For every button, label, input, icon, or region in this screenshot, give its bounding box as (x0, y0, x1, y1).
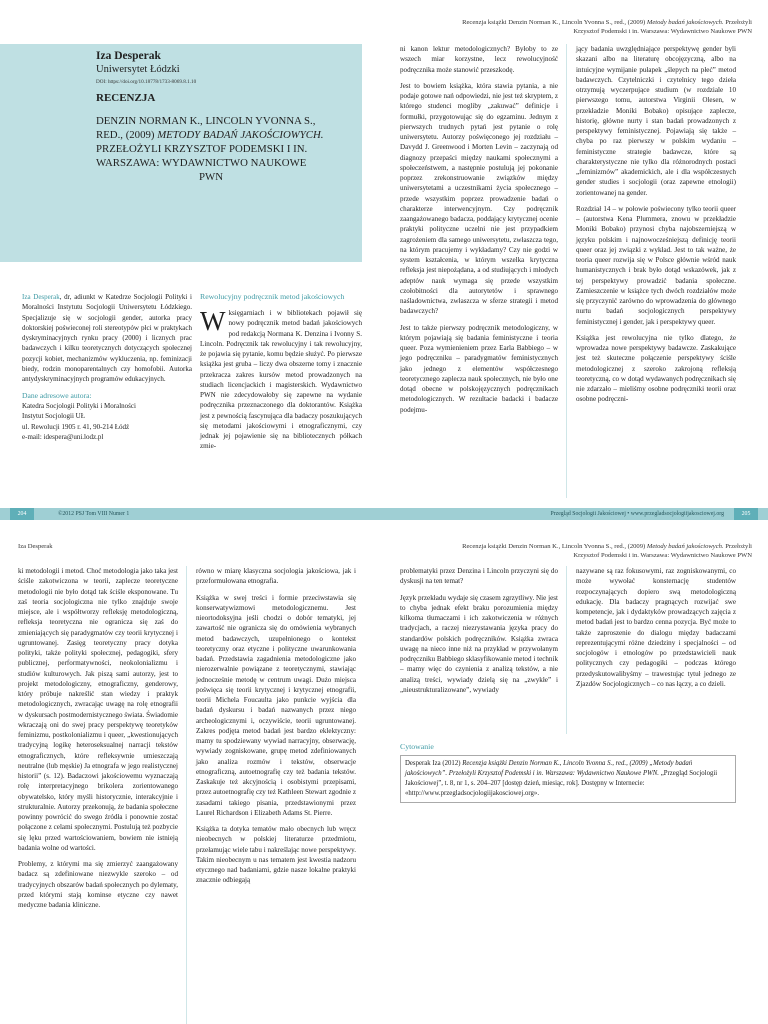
column-2 (576, 44, 736, 411)
paragraph: ki metodologii i metod. Choć metodologia jako taka jest ściśle zakotwiczona w teorii, zaplecze teoretyczne metodologii nie było dotąd tak ściśle eksponowane. Tu zaś teoria socjologiczna nie tylko znajduje swoje miejsce, ale i współtworzy refleksję metodologiczną, refleksja teoretyczna nie ogranicza się zaś do zmieniających się paradygmatów czy teorii krytycznej i ugruntowanej. Zasięg teoretyczny pracy dotyka polityki, także polityki społecznej, pedagogiki, sfery publicznej, performatywności, neokolonializmu i studiów kulturowych. Jak piszą sami autorzy, jest to projekt metodologiczny, etnograficzny, genderowy, który próbuje nakreślić stan wiedzy i praktyk metodologicznych, zwracając uwagę na rolę etnografii w dyskursach postmodernistycznego świata. Świadomie wkraczają oni do swej pracy perspektywę teoretyków feminizmu, postkolonializmu i queer, „kwestionujących tradycyjną logikę heteroseksualnej narracji tekstów etnograficznych, które refleksywnie umieszczają neutralne (lub męskie) Ja etnografa w jego realistycznej historii” (s. 12). Badaczowi jakościowemu wyznaczają rolę interpretacyjnego brikolera zorientowanego obywatelsko, który myśli historycznie, interakcyjnie i strukturalnie. Autorzy przekonują, że badania społeczne powinny powrócić do swego źródła i ponownie zostać połączone z celami społecznymi. Postulują też pozbycie się lęku przed wartościowaniem, bowiem nie istnieją badania wolne od wartości. (18, 567, 178, 852)
citation-title: Recenzja książki Denzin Norman K., Lincoln Yvonna S., red., (2009) „Metody badań jakościowych”. Przełożyli Krzysztof Podemski i in. Warszawa: Wydawnictwo Naukowe PWN. (405, 760, 693, 777)
column-1 (18, 566, 178, 916)
page-number-205: 205 (734, 508, 758, 520)
drop-cap: W (200, 306, 226, 336)
paragraph: Książka jest rewolucyjna nie tylko dlatego, że wprowadza nowe perspektywy badawcze. Zaskakujące jest też skuteczne połączenie perspektywy ściśle metodologicznej z szeroko zakrojoną refleksją teoretyczną, co w dotąd wydawanych podręcznikach się nie zdarzało – mieliśmy osobne podręczniki teorii oraz osobne podręczni- (576, 333, 736, 404)
page-205 (384, 0, 768, 522)
citation-source[interactable]: „Przegląd Socjologii Jakościowej”, t. 8, nr 1, s. 204–207 [dostęp dzień, miesiąc, rok]. Dostępny w Internecie: «http://www.przegladsocjologiijakosciowej.org». (405, 770, 718, 797)
running-header-line-1 (384, 542, 752, 551)
book-title-line-1: DENZIN NORMAN K., LINCOLN YVONNA S., (96, 115, 316, 127)
column-divider (186, 566, 187, 1024)
article-header-box (0, 44, 362, 262)
running-header-205 (384, 18, 752, 36)
book-title-line-2 (96, 128, 354, 142)
paragraph: Problemy, z którymi ma się zmierzyć zaangażowany badacz są zdefiniowane niezwykle szeroko – od tradycyjnych obszarów badań społecznych po dylematy, przed którymi stają kominse etyczne czy nawet medyczne badania kliniczne. (18, 860, 178, 909)
running-header-206: Iza Desperak (18, 543, 53, 550)
address-line-2: Instytut Socjologii UŁ (22, 412, 85, 421)
article-subheading: Rewolucyjny podręcznik metod jakościowych (200, 292, 345, 301)
running-header-line-1 (384, 18, 752, 27)
book-title-line-5: PWN (199, 171, 223, 183)
footer-journal-issue: ©2012 PSJ Tom VIII Numer 1 (58, 511, 130, 517)
header-text-end: Przełożyli (723, 19, 752, 26)
column-2 (196, 566, 356, 892)
paragraph: problematyki przez Denzina i Lincoln przyczyni się do dyskusji na ten temat? (400, 567, 558, 586)
page-204 (0, 0, 384, 522)
book-title-line-4: WARSZAWA: WYDAWNICTWO NAUKOWE (96, 157, 307, 169)
column-1 (400, 44, 558, 421)
intro-column (200, 292, 362, 458)
paragraph: ni kanon lektur metodologicznych? Byłoby to ze wszech miar korzystne, lecz rewolucyjność podręcznika może stanowić przeszkodę. (400, 45, 558, 74)
author-institution: Uniwersytet Łódzki (96, 64, 180, 75)
running-header-207 (384, 542, 752, 560)
paragraph: Język przekładu wydaje się czasem zgrzytliwy. Nie jest to chyba jednak efekt braku porozumienia między kilkoma tłumaczami i ich zakotwiczenia w różnych tradycjach, a raczej niezrystawania języka pracy do standardów polskich podręczników. Książka zwraca uwagę na nieco inne niż na przykład w przywołanym podręczniku Babbiego sklasyfikowanie metod i technik – mamy więc do czynienia z analizą tekstów, a nie analizą treści, wywiady dzielą się na „zwykłe” i „nieustrukturalizowane”, wywiady (400, 593, 558, 694)
paragraph: równo w miarę klasyczna socjologia jakościowa, jak i przeformułowana etnografia. (196, 567, 356, 586)
page-206 (0, 522, 384, 1024)
citation-box (400, 755, 736, 803)
book-title-italic: METODY BADAŃ JAKOŚCIOWYCH. (157, 129, 324, 141)
header-text: Recenzja książki Denzin Norman K., Lincoln Yvonna S., red., (2009) (462, 19, 647, 26)
address-line-3: ul. Rewolucji 1905 r. 41, 90-214 Łódź (22, 422, 130, 431)
bio-name: Iza Desperak (22, 293, 60, 301)
page-207 (384, 522, 768, 1024)
paragraph: Jest to bowiem książka, która stawia pytania, a nie podaje gotowe nań odpowiedzi, nie jest też skryptem, z którego studenci mogliby „zakuwać” definicje i formułki, przygotowując się do egzaminu. Jednym z pierwszych trudnych pytań jest pytanie o rolę uniwersytetu. Autorzy poświęconego jej rozdziału – Davydd J. Greenwood i Morten Levin – zaczynają od diagnozy przepaści między naukami społecznymi a społeczeństwem, a następnie postulują jej pokonanie poprzez zrekonstruowanie związków między uniwersytetami a uczestnikami życia społecznego – przede wszystkim poprzez prowadzenie badań o charakterze interwencyjnym. Czy podręcznik zaangażowanego badacza, poddający krytycznej ocenie praktyki polityczne uczelni nie jest przypadkiem zagrożeniem dla samego uniwersytetu, zwłaszcza tego, na którym pracujemy i wykładamy? Czy nie godzi w system kształcenia, w którym wszelka krytyczna refleksja jest niepożądana, a od studiujących i młodych adeptów nauk wymaga się przede wszystkim czołobitności dla autorytetów i sprawnego naśladownictwa, zwłaszcza w sferze strategii i metod badawczych? (400, 81, 558, 316)
section-label: RECENZJA (96, 92, 156, 104)
author-email[interactable]: e-mail: idespera@uni.lodz.pl (22, 432, 104, 441)
intro-text: księgarniach i w bibliotekach pojawił się nowy podręcznik metod badań jakościowych pod redakcją Normana K. Denzina i Ivonny S. Lincoln. Podręcznik tak rewolucyjny i tak rewolucyjny, że pojawia się pytanie, komu będzie służyć. Po pierwsze książka jest gruba – liczy dwa obszerne tomy i znacznie przekracza zakres kursów metod prowadzonych na studiach licencjackich i magisterskich. Wydawnictwo PWN nie zdecydowałoby się zapewne na wydanie podręcznika przeznaczonego dla doktorantów. Książka jest z pewnością fascynująca dla badaczy poszukujących się metodami jakościowymi i etnograficznymi, czy jednak jej pojawienie się na bibliotecznych półkach zmie- (200, 309, 362, 451)
bio-text: , dr, adiunkt w Katedrze Socjologii Polityki i Moralności Instytutu Socjologii Uniwersytetu Łódzkiego. Specjalizuje się w socjologii gender, autorka pracy doktorskiej poświeconej roli stereotypów płci w praktykach dyskryminacyjnych rynku pracy (2000) i licznych prac badawczych i kilku teoretycznych dotyczących społecznej pozycji kobiet, mechanizmów wykluczenia, np. feminizacji biedy, rodzin monoparentalnych czy homofobii. Autorka antydyskryminacyjnych programów edukacyjnych. (22, 293, 192, 384)
citation-heading: Cytowanie (400, 742, 434, 751)
column-divider (566, 44, 567, 498)
header-text: Recenzja książki Denzin Norman K., Lincoln Yvonna S., red., (2009) (462, 543, 647, 550)
book-title-part: RED., (2009) (96, 129, 158, 141)
citation-block (400, 742, 736, 803)
paragraph: Rozdział 14 – w połowie poświecony tylko teorii queer – (autorstwa Kena Plummera, znowu w przekładzie Moniki Bobako) przynosi chyba najobszerniejszą w języku polskim i najnowocześniejszą definicję teorii queer oraz jej związki z wykład. Jest to tak ważne, że teoria queer rozwija się w Polsce głównie wśród nauk humanistycznych i brak było dotąd wskazówek, jak z tej perspektywy prowadzić badania społeczne. Zamieszczenie w książce tych dwóch rozdziałów może się przyczynić zarówno do wprowadzenia do głównego nurtu badań socjologicznych perspektywy feministycznej i gender, jak i perspektywy queer. (576, 204, 736, 326)
footer-journal-url[interactable]: Przegląd Socjologii Jakościowej • www.przegladsocjologiijakosciowej.org (550, 511, 724, 517)
header-text-end: Przełożyli (723, 543, 752, 550)
paragraph: Jest to także pierwszy podręcznik metodologiczny, w którym pojawiają się badania feministyczne i teoria queer. Poza wymienieniem przez Earla Babbiego – w jego podręczniku – paradygmatów feministycznych jako jednego z elementów współczesnego teoretycznego zaplecza nauk społecznych, nie było one dotąd obecne w polskojęzycznych podręcznikach metodologicznych. W rezultacie badacki i badacze podejmu- (400, 323, 558, 414)
column-2 (576, 566, 736, 695)
running-header-line-2: Krzysztof Podemski i in. Warszawa: Wydawnictwo Naukowe PWN (573, 552, 752, 559)
author-bio (22, 292, 192, 442)
address-heading: Dane adresowe autora: (22, 390, 92, 400)
paragraph: jący badania uwzględniające perspektywę gender byli skazani albo na literaturę obcojęzyczną, albo na intuicyjne wymijanie pułapek „ślepych na płeć” metod badawczych. Czytelniczki i czytelnicy tego dzieła otrzymują wyczerpujące studium (w rozdziale 10 pierwszego tomu, autorstwa Virginii Olesen, w przekładzie Moniki Bobako) opisujące zaplecze, historię, główne nurty i stan badań prowadzonych z perspektywy feministycznej. Pojawiają się także – chyba po raz pierwszy w polskim wydaniu – feministyczne strategie badawcze, które są charakterystyczne nie tylko dla różnorodnych postaci „feminizmów” akademickich, ale i dla współczesnych gender studies i socjologii (oraz zapewne etnologii) zorientowanej na gender. (576, 45, 736, 197)
paragraph: Książka w swej treści i formie przeciwstawia się konserwatywizmowi metodologicznemu. Jest nieortodoksyjna jeśli chodzi o dobór tematyki, jej zawartość nie ogranicza się do omówienia wybranych metod badawczych, uzupełnionego o kontekst teoretyczny oraz etyczne i polityczne uwarunkowania badań. Przedstawia zagadnienia metodologiczne jako nierozerwalnie powiązane z teoretycznymi, stawiając jednocześnie metodę w centrum uwagi. Dużo miejsca poświęca się teorii krytycznej i krytycznej etnografii, teorii Michela Foucaulta jako punkcie wyjścia dla badań dyskursu i badań nazwanych przez niego archeologicznymi i, oczywiście, teorii ugruntowanej. Zakres podjęta metod badań jest bardzo eklektyczny: mamy tu spodziewany wywiad narracyjny, obserwację, wywiady zogniskowane, grupę metod zdefiniowanych jako analiza rozmów i tekstów, obserwacje etnograficzną, autoetnografię czy też badania tekstów. Zaskakuje też akcyjnością i osobistymi przepisami, przez autoetnografię czy też Kathleen Stewart zgodnie z zasadami takiego pisania, przedstawionymi przez Laurel Richardson i Elizabeth Adams St. Pierre. (196, 593, 356, 817)
intro-paragraph (200, 308, 362, 452)
citation-author: Desperak Iza (2012) (405, 760, 463, 767)
footer-bar-205 (384, 508, 768, 520)
book-title-line-3: PRZEŁOŻYLI KRZYSZTOF PODEMSKI I IN. (96, 143, 308, 155)
column-1 (400, 566, 558, 701)
column-divider (566, 566, 567, 734)
header-italic: Metody badań jakościowych. (646, 543, 724, 550)
paragraph: Książka ta dotyka tematów mało obecnych lub wręcz nieobecnych w polskiej literaturze przedmiotu, przełamując wiele tabu i nakreślając nowe perspektywy. Takim nieobecnym u nas tematem jest kwestia nadzoru etycznego nad badaniami, gdzie nasze lokalne praktyki znacznie odbiegają (196, 825, 356, 885)
header-italic: Metody badań jakościowych. (646, 19, 724, 26)
page-number-204: 204 (10, 508, 34, 520)
bio-paragraph (22, 292, 192, 385)
paragraph: nazywane są raz fokusowymi, raz zogniskowanymi, co może wywołać konsternację studentów rozpoczynających dopiero swą metodologiczną edukację. Dla badaczy pragnących rozwijać swe kompetencje, jak i dydaktyków prowadzących zajęcia z metod badań jest to bardzo cenna pozycja. Być może to także zaproszenie do dialogu między badaczami reprezentującymi różne dziedziny i specjalności – od socjologów i etnologów po przedstawicieli nauk politycznych czy pedagogiki – podczas którego przedyskutowalibyśmy – trawestując tytuł jednego ze Zjazdów Socjologicznych – co nas łączy, a co dzieli. (576, 567, 736, 688)
address-line-1: Katedra Socjologii Polityki i Moralności (22, 401, 136, 410)
running-header-line-2: Krzysztof Podemski i in. Warszawa: Wydawnictwo Naukowe PWN (573, 28, 752, 35)
footer-bar-204 (0, 508, 384, 520)
doi-link[interactable]: DOI: https://doi.org/10.18778/1733-8069.8.1.10 (96, 79, 197, 85)
author-name: Iza Desperak (96, 50, 161, 62)
